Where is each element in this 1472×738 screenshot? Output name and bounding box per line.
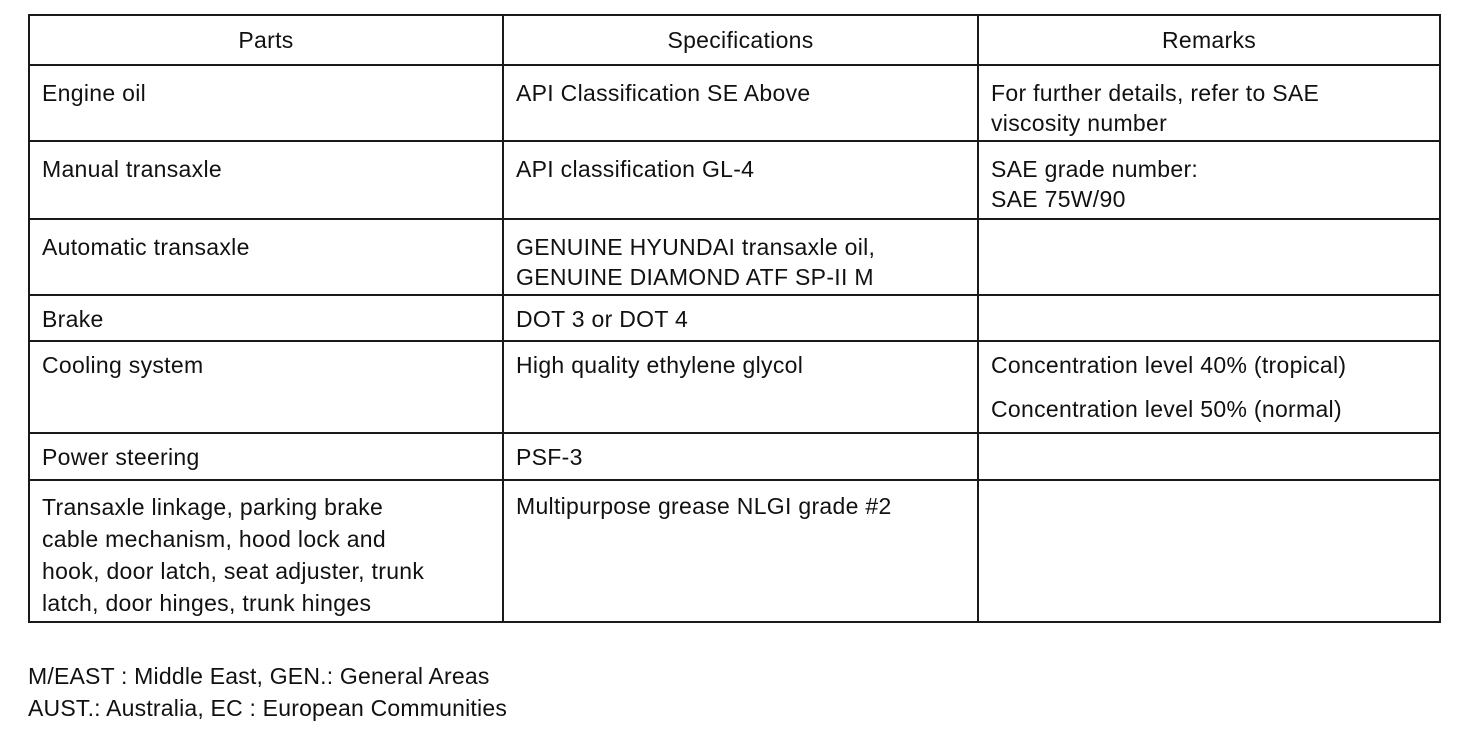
part-text: Automatic transaxle — [42, 234, 250, 260]
table-row-manual-transaxle — [29, 141, 1440, 219]
cell-part — [29, 141, 503, 219]
remark-text: For further details, refer to SAE — [991, 80, 1320, 106]
cell-part — [29, 65, 503, 141]
remark-text: SAE grade number: — [991, 156, 1199, 182]
spec-text: PSF-3 — [516, 444, 583, 470]
part-text: Power steering — [42, 444, 200, 470]
spec-text: DOT 3 or DOT 4 — [516, 306, 689, 332]
spec-text: Multipurpose grease NLGI grade #2 — [516, 493, 892, 519]
legend-line: AUST.: Australia, EC : European Communities — [28, 695, 508, 721]
cell-part — [29, 295, 503, 341]
remark-text: Concentration level 50% (normal) — [991, 396, 1342, 422]
part-text: Engine oil — [42, 80, 147, 106]
spec-text: API classification GL-4 — [516, 156, 755, 182]
cell-part — [29, 219, 503, 295]
remark-text: SAE 75W/90 — [991, 186, 1126, 212]
remark-text: Concentration level 40% (tropical) — [991, 352, 1347, 378]
lubricant-spec-table — [28, 14, 1441, 623]
header-remarks: Remarks — [978, 15, 1440, 65]
table-header-row — [29, 15, 1440, 65]
spec-text: GENUINE HYUNDAI transaxle oil, — [516, 234, 876, 260]
part-text: hook, door latch, seat adjuster, trunk — [42, 558, 425, 584]
cell-spec — [503, 295, 978, 341]
cell-remarks — [978, 433, 1440, 480]
spec-text: High quality ethylene glycol — [516, 352, 804, 378]
remark-spacer — [991, 380, 1427, 394]
cell-part — [29, 480, 503, 622]
cell-spec — [503, 65, 978, 141]
header-parts: Parts — [29, 15, 503, 65]
spec-text: GENUINE DIAMOND ATF SP-II M — [516, 264, 874, 290]
cell-remarks — [978, 141, 1440, 219]
table-row-engine-oil — [29, 65, 1440, 141]
cell-remarks — [978, 341, 1440, 433]
cell-remarks — [978, 480, 1440, 622]
legend-line: M/EAST : Middle East, GEN.: General Areas — [28, 663, 490, 689]
part-text: Manual transaxle — [42, 156, 222, 182]
part-text: Transaxle linkage, parking brake — [42, 494, 384, 520]
part-text: Brake — [42, 306, 104, 332]
cell-remarks — [978, 219, 1440, 295]
cell-remarks — [978, 65, 1440, 141]
part-text: cable mechanism, hood lock and — [42, 526, 386, 552]
table-row-brake — [29, 295, 1440, 341]
cell-part — [29, 433, 503, 480]
header-specifications: Specifications — [503, 15, 978, 65]
table-row-cooling-system — [29, 341, 1440, 433]
abbreviation-legend — [28, 660, 507, 724]
cell-remarks — [978, 295, 1440, 341]
cell-spec — [503, 141, 978, 219]
cell-spec — [503, 433, 978, 480]
table-row-power-steering — [29, 433, 1440, 480]
table-row-automatic-transaxle — [29, 219, 1440, 295]
table-row-grease-points — [29, 480, 1440, 622]
remark-text: viscosity number — [991, 110, 1168, 136]
cell-spec — [503, 219, 978, 295]
cell-spec — [503, 480, 978, 622]
cell-spec — [503, 341, 978, 433]
part-text: Cooling system — [42, 352, 204, 378]
spec-text: API Classification SE Above — [516, 80, 811, 106]
cell-part — [29, 341, 503, 433]
part-text: latch, door hinges, trunk hinges — [42, 590, 372, 616]
